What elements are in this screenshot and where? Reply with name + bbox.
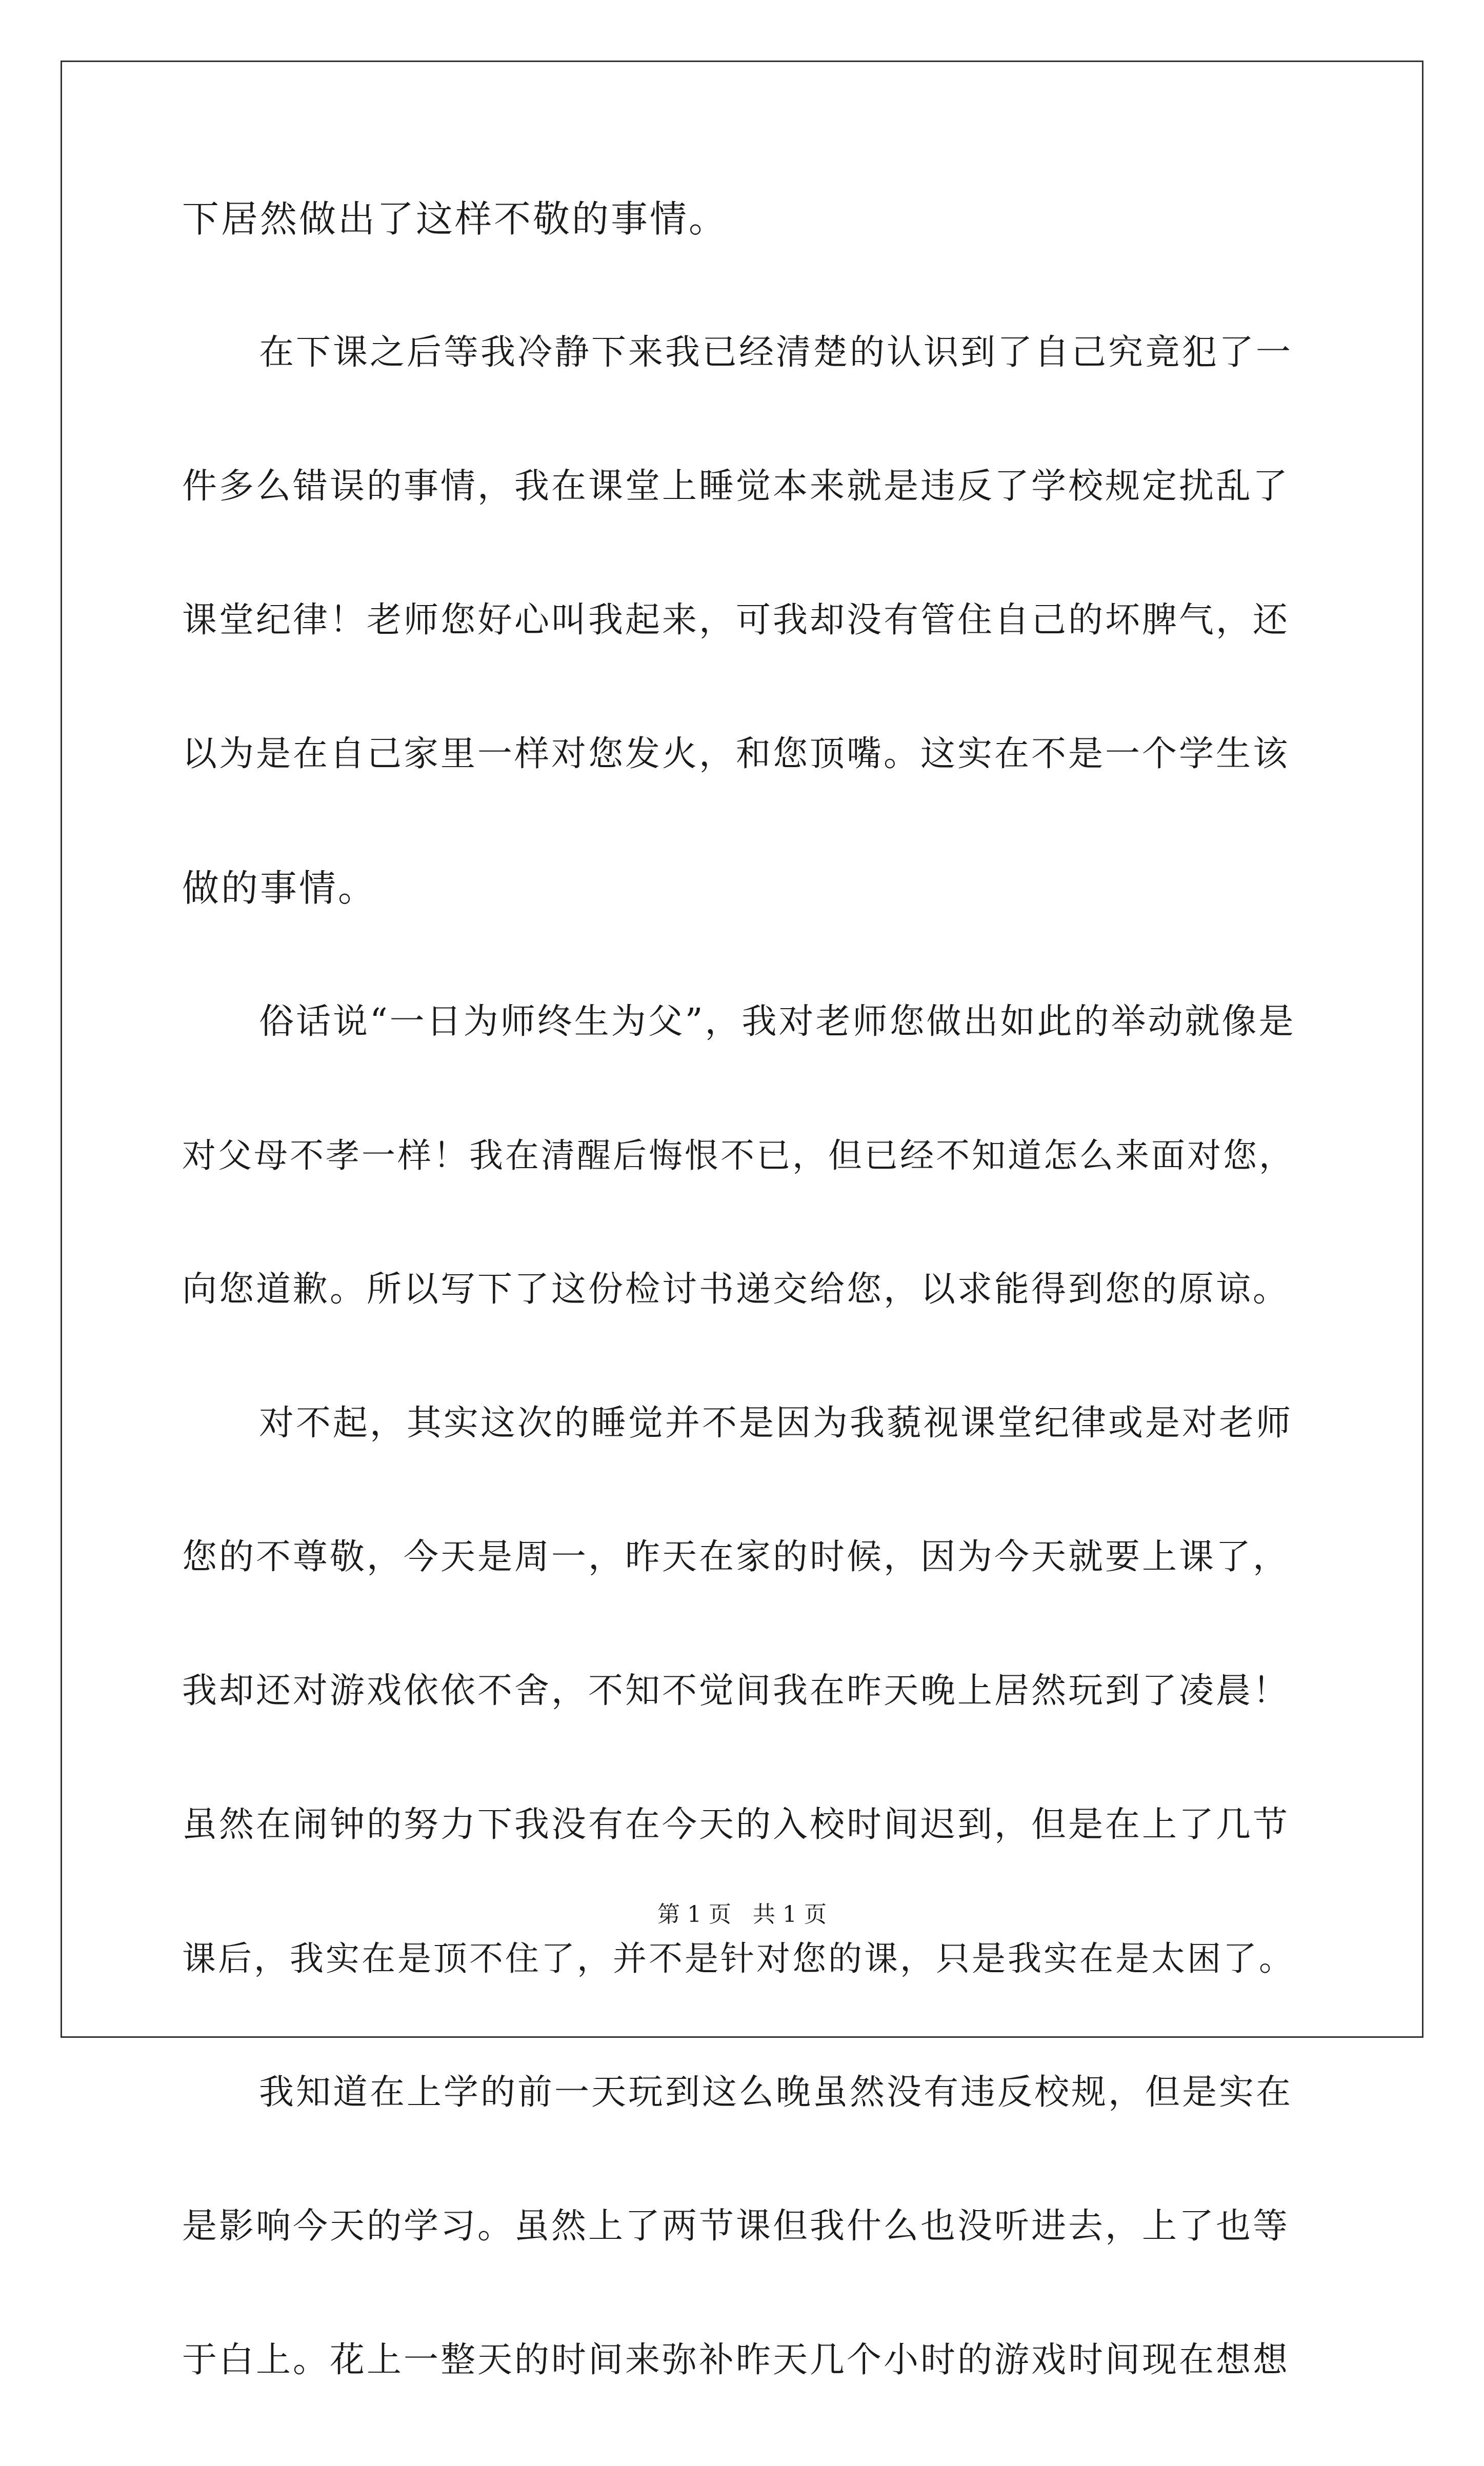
text-line [182,1261,1310,1395]
text-line [182,1663,1310,1797]
text-line-content: 以为是在自己家里一样对您发火，和您顶嘴。这实在不是一个学生该 [182,734,1290,774]
text-line-content: 我知道在上学的前一天玩到这么晚虽然没有违反校规，但是实在 [259,2072,1293,2113]
text-line [182,2064,1310,2198]
text-line-content: 向您道歉。所以写下了这份检讨书递交给您，以求能得到您的原谅。 [182,1269,1290,1310]
text-line [182,2198,1310,2332]
text-line [182,2332,1310,2466]
text-line-content: 下居然做出了这样不敬的事情。 [182,197,728,240]
text-line-content: 是影响今天的学习。虽然上了两节课但我什么也没听进去，上了也等 [182,2206,1290,2247]
text-line-content: 对不起，其实这次的睡觉并不是因为我藐视课堂纪律或是对老师 [259,1403,1293,1443]
text-line [182,726,1310,860]
text-line-content: 俗话说“一日为师终生为父”，我对老师您做出如此的举动就像是 [259,1001,1296,1042]
text-line [182,1128,1310,1261]
text-line [182,1931,1310,2064]
text-line [182,325,1310,458]
text-line [182,860,1310,994]
text-line [182,458,1310,592]
text-line [182,1529,1310,1663]
text-line-content: 做的事情。 [182,867,377,910]
text-line [182,994,1310,1128]
text-line [182,592,1310,726]
text-line-content: 件多么错误的事情，我在课堂上睡觉本来就是违反了学校规定扰乱了 [182,466,1290,507]
text-line-content: 在下课之后等我冷静下来我已经清楚的认识到了自己究竟犯了一 [259,332,1293,373]
text-line-content: 您的不尊敬，今天是周一，昨天在家的时候，因为今天就要上课了， [182,1537,1290,1577]
text-line [182,191,1310,325]
page-number-footer: 第 1 页 共 1 页 [657,1901,827,1928]
text-line-content: 于白上。花上一整天的时间来弥补昨天几个小时的游戏时间现在想想 [182,2340,1290,2380]
text-line [182,1395,1310,1529]
text-line-content: 课后，我实在是顶不住了，并不是针对您的课，只是我实在是太困了。 [182,1939,1295,1978]
text-line-content: 课堂纪律！老师您好心叫我起来，可我却没有管住自己的坏脾气，还 [182,600,1290,640]
text-line-content: 对父母不孝一样！我在清醒后悔恨不已，但已经不知道怎么来面对您， [182,1136,1295,1175]
document-body [182,191,1310,2466]
text-line-content: 虽然在闹钟的努力下我没有在今天的入校时间迟到，但是在上了几节 [182,1805,1290,1845]
text-line-content: 我却还对游戏依依不舍，不知不觉间我在昨天晚上居然玩到了凌晨！ [182,1671,1290,1711]
